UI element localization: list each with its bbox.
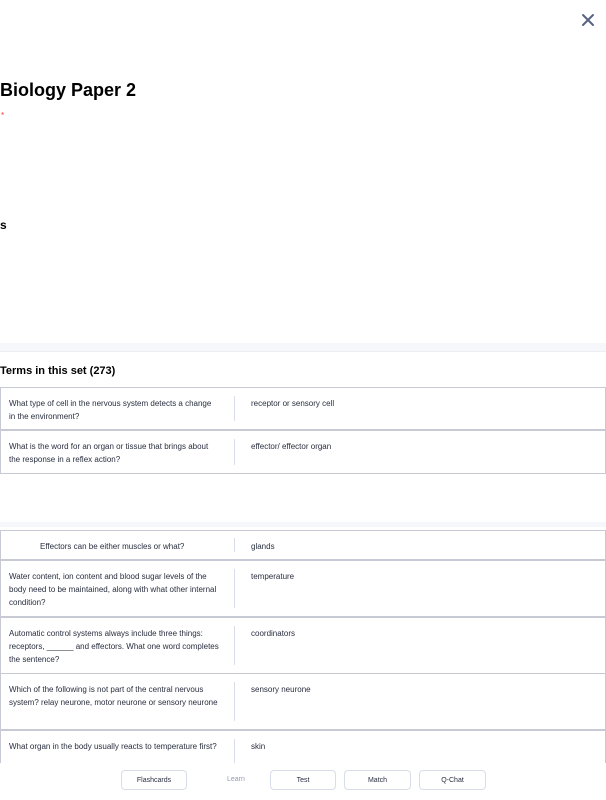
definition-text: temperature <box>251 572 295 581</box>
close-icon <box>578 10 598 30</box>
test-button[interactable]: Test <box>270 770 336 790</box>
qchat-button[interactable]: Q-Chat <box>419 770 486 790</box>
flashcards-button[interactable]: Flashcards <box>121 770 187 790</box>
term-card[interactable] <box>0 530 606 560</box>
term-card[interactable] <box>0 387 606 430</box>
term-card[interactable] <box>0 617 606 674</box>
section-divider <box>0 343 606 352</box>
term-text: What is the word for an organ or tissue that brings about the response in a reflex action? <box>9 442 209 464</box>
term-card[interactable] <box>0 560 606 617</box>
term-text: Water content, ion content and blood sugar levels of the body need to be maintained, along with what other internal condition? <box>9 572 217 607</box>
definition-text: receptor or sensory cell <box>251 399 335 408</box>
definition-text: sensory neurone <box>251 685 311 694</box>
terms-heading: Terms in this set (273) <box>0 365 116 377</box>
term-text: Effectors can be either muscles or what? <box>40 542 185 551</box>
definition-text: effector/ effector organ <box>251 442 332 451</box>
term-separator <box>234 439 235 465</box>
term-text: Which of the following is not part of the central nervous system? relay neurone, motor neurone or sensory neurone <box>9 685 218 707</box>
match-button[interactable]: Match <box>344 770 411 790</box>
term-card[interactable] <box>0 430 606 474</box>
definition-text: coordinators <box>251 629 296 638</box>
term-text: Automatic control systems always include three things: receptors, ______ and effectors. What one word completes the sentence? <box>9 629 219 664</box>
definition-text: skin <box>251 742 266 751</box>
learn-button[interactable]: Learn <box>227 776 245 783</box>
s-mark: s <box>0 218 7 232</box>
close-button[interactable] <box>578 10 598 30</box>
red-mark: * <box>1 111 5 120</box>
term-separator <box>234 396 235 421</box>
term-separator <box>234 626 235 665</box>
term-text: What organ in the body usually reacts to temperature first? <box>9 742 217 751</box>
ad-gap <box>0 522 606 527</box>
term-text: What type of cell in the nervous system detects a change in the environment? <box>9 399 212 421</box>
term-card[interactable] <box>0 673 606 730</box>
term-separator <box>234 569 235 608</box>
term-separator <box>234 682 235 721</box>
definition-text: glands <box>251 542 275 551</box>
set-title: Biology Paper 2 <box>0 80 137 100</box>
term-separator <box>234 538 235 552</box>
